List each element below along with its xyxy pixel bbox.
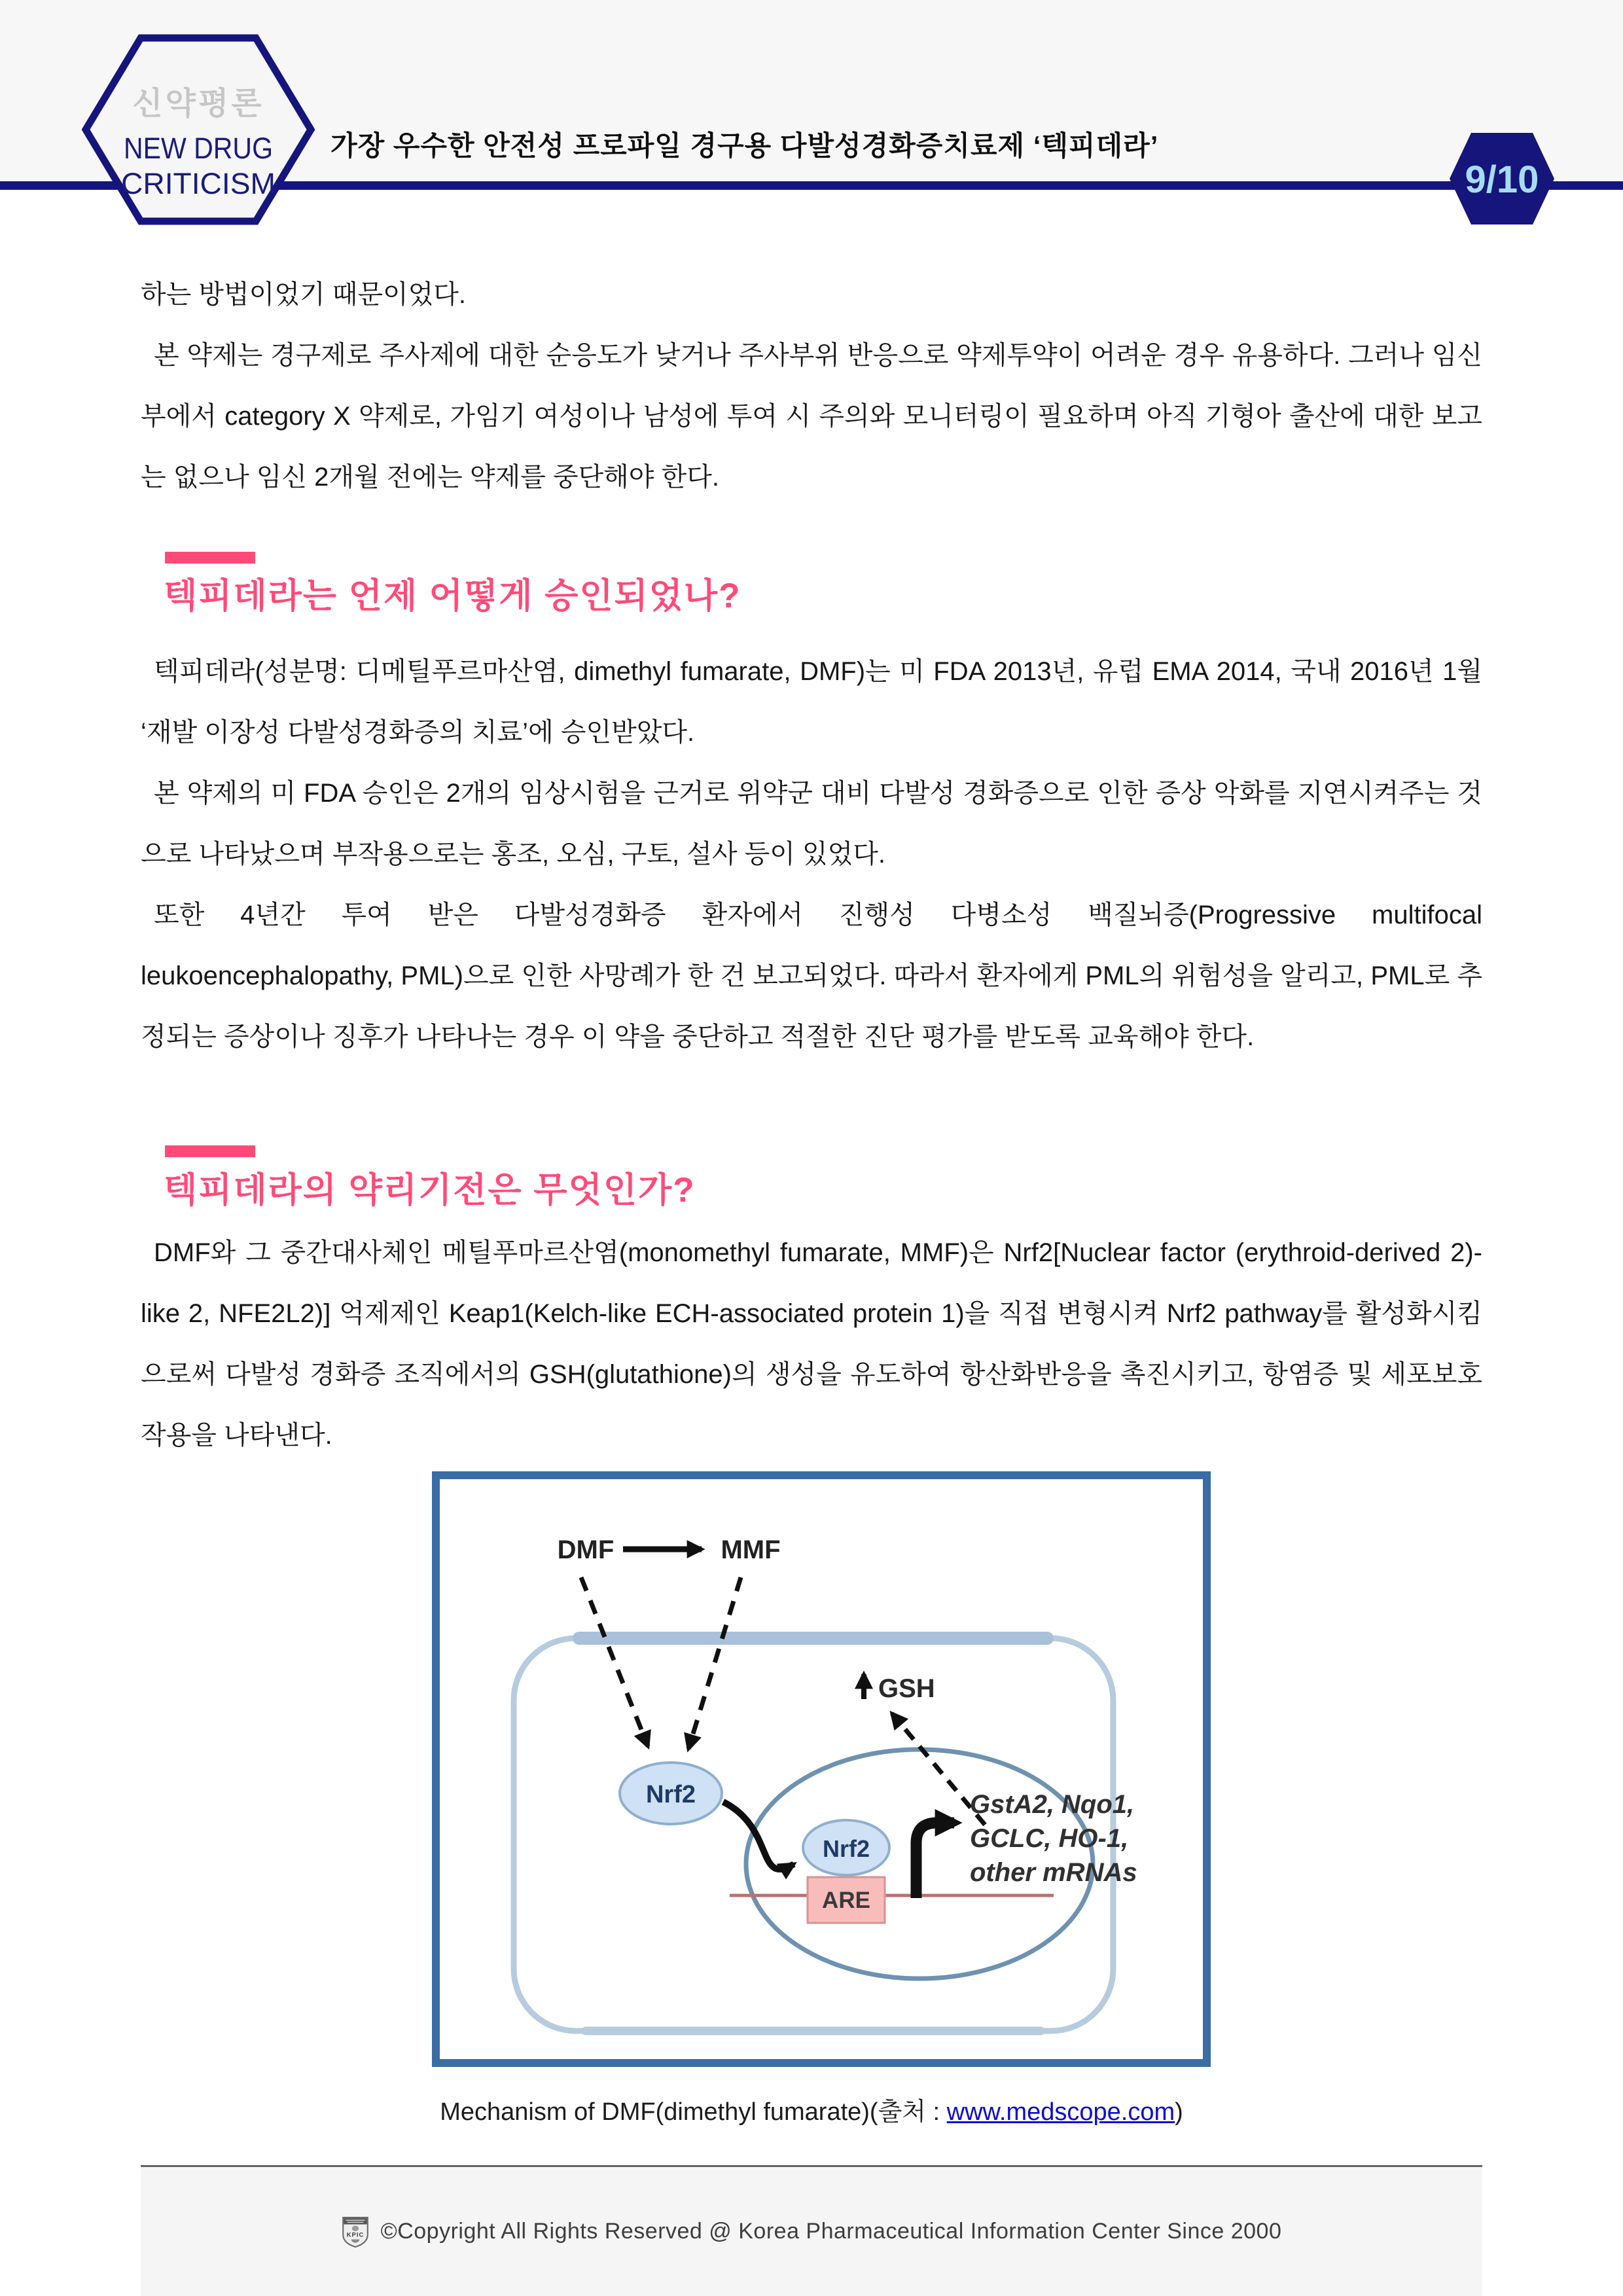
dmf-mechanism-diagram <box>432 1471 1211 2067</box>
dmf-label: DMF <box>557 1535 615 1564</box>
shield-kpic-text: KPIC <box>346 2230 364 2238</box>
nrf2-cytoplasm-label: Nrf2 <box>645 1781 696 1808</box>
copyright-text: ©Copyright All Rights Reserved @ Korea Pharmaceutical Information Center Since 2000 <box>380 2219 1282 2244</box>
caption-suffix: ) <box>1175 2098 1183 2126</box>
section1-paragraph-trials: 본 약제의 미 FDA 승인은 2개의 임상시험을 근거로 위약군 대비 다발성 경화증으로 인한 증상 악화를 지연시켜주는 것으로 나타났으며 부작용으로는 홍조, 오심, 구토, 설사 등이 있었다. <box>141 779 1482 869</box>
paragraph-usage-warning: 본 약제는 경구제로 주사제에 대한 순응도가 낮거나 주사부위 반응으로 약제투약이 어려운 경우 유용하다. 그러나 임신부에서 category X 약제로, 가임기 여성이나 남성에 투여 시 주의와 모니터링이 필요하며 아직 기형아 출산에 대한 보고는 없으나 임신 2개월 전에는 약제를 중단해야 한다. <box>141 341 1482 492</box>
shield-top-band <box>344 2218 366 2224</box>
section2-accent-bar <box>165 1145 255 1157</box>
caption-source-link[interactable]: www.medscope.com <box>946 2098 1175 2126</box>
diagram-caption <box>0 2091 1623 2127</box>
section1-heading: 텍피데라는 언제 어떻게 승인되었나? <box>164 577 741 615</box>
paragraph-continuation: 하는 방법이었기 때문이었다. <box>141 280 467 309</box>
section1-accent-bar <box>165 552 255 564</box>
footer-band <box>141 2165 1482 2296</box>
mmf-label: MMF <box>721 1535 781 1564</box>
page-number-badge <box>1446 130 1558 228</box>
section2-paragraph-mechanism: DMF와 그 중간대사체인 메틸푸마르산염(monomethyl fumarate, MMF)은 Nrf2[Nuclear factor (erythroid-derived 2)-like 2, NFE2L2)] 억제제인 Keap1(Kelch-like ECH-associated protein 1)을 직접 변형시켜 Nrf2 pathway를 활성화시킴으로써 다발성 경화증 조직에서의 GSH(glutathione)의 생성을 유도하여 항산화반응을 촉진시키고, 항염증 및 세포보호 작용을 나타낸다. <box>141 1238 1482 1450</box>
nrf2-nucleus-label: Nrf2 <box>822 1835 870 1862</box>
genes-line3: other mRNAs <box>970 1858 1137 1887</box>
caption-text: Mechanism of DMF(dimethyl fumarate)(출처 : <box>440 2098 947 2126</box>
logo-english-line2: CRITICISM <box>121 167 276 200</box>
page-title: 가장 우수한 안전성 프로파일 경구용 다발성경화증치료제 ‘텍피데라’ <box>330 130 1159 161</box>
logo-english-line1: NEW DRUG <box>124 132 273 165</box>
gsh-label: GSH <box>878 1674 935 1703</box>
section1-paragraph-pml: 또한 4년간 투여 받은 다발성경화증 환자에서 진행성 다병소성 백질뇌증(Progressive multifocal leukoencephalopathy, PML)으로 인한 사망례가 한 건 보고되었다. 따라서 환자에게 PML의 위험성을 알리고, PML로 추정되는 증상이나 징후가 나타나는 경우 이 약을 중단하고 적절한 진단 평가를 받도록 교육해야 한다. <box>141 901 1482 1051</box>
logo-korean-text: 신약평론 <box>132 86 264 121</box>
page-number-text: 9/10 <box>1465 158 1539 201</box>
section2-heading: 텍피데라의 약리기전은 무엇인가? <box>164 1171 696 1210</box>
new-drug-criticism-logo <box>82 34 315 225</box>
kpic-shield-logo <box>342 2216 369 2248</box>
genes-line2: GCLC, HO-1, <box>970 1824 1129 1853</box>
genes-line1: GstA2, Nqo1, <box>970 1790 1135 1819</box>
section1-paragraph-approval: 텍피데라(성분명: 디메틸푸르마산염, dimethyl fumarate, DMF)는 미 FDA 2013년, 유럽 EMA 2014, 국내 2016년 1월 ‘재발 이장성 다발성경화증의 치료’에 승인받았다. <box>141 657 1482 747</box>
are-label: ARE <box>822 1888 870 1913</box>
